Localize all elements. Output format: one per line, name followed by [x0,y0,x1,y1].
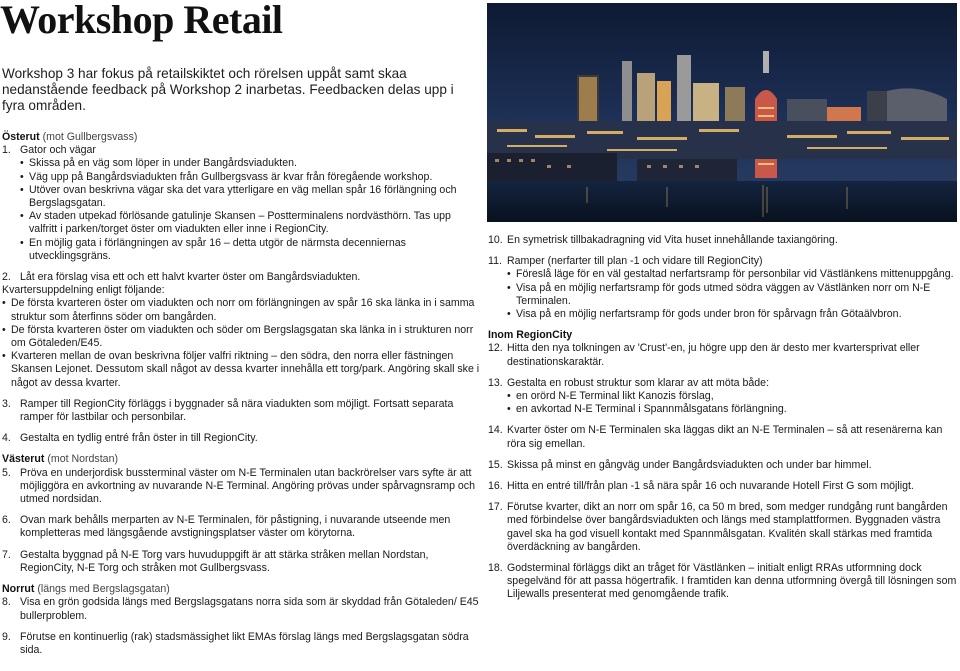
bullet: • Av staden utpekad förlösande gatulinje Skansen – Postterminalens nordvästhörn. Tas upp valfritt i parken/torget öster om viadukten eller inne i RegionCity. [20,210,482,236]
bullet: • Visa på en möjlig nerfartsramp för gods under bron för spårvagn från Götaälvbron. [507,308,958,321]
section-vasterut: Västerut (mot Nordstan) [2,453,118,466]
bullet: • De första kvarteren öster om viadukten och norr om förlängningen av spår 16 ska länka in i samma struktur som återfinns söder om bangården. [2,297,482,323]
bullet: • Skissa på en väg som löper in under Bangårdsviadukten. [20,157,482,170]
bullet: • Visa på en möjlig nerfartsramp för gods utmed södra väggen av Västlänken norr om N-E Terminalen. [507,282,958,308]
bullet: • en orörd N-E Terminal likt Kanozis förslag, [507,390,958,403]
list-item-15: 15. Skissa på minst en gångväg under Bangårdsviadukten och under bar himmel. [488,458,872,471]
list-item-17: 17. Förutse kvarter, dikt an norr om spår 16, ca 50 m bred, som medger rundgång runt bangården med förbindelse över bangårdsviadukten och längs med stamplattformen. Byggnaden västra gavel ska ha god visuell kontakt med Spannmålsgatan. Kvalitén skall stärkas med framtida överdäckning av bangården. [488,501,948,553]
list-item-4: 4. Gestalta en tydlig entré från öster in till RegionCity. [2,432,258,445]
list-item-11: 11. Ramper (nerfarter till plan -1 och vidare till RegionCity) • Föreslå läge för en väl gestaltad nerfartsramp för personbilar vid Västlänkens mittenuppgång. • Visa på en möjlig nerfartsramp för gods utmed södra väggen av Västlänken norr om N-E Terminalen. • Visa på en möjlig nerfartsramp för gods under bron för spårvagn från Götaälvbron. [488,255,958,321]
list-item-14: 14. Kvarter öster om N-E Terminalen ska läggas dikt an N-E Terminalen – så att resenärerna kan röra sig emellan. [488,424,943,450]
list-item-1: 1. Gator och vägar • Skissa på en väg som löper in under Bangårdsviadukten. • Väg upp på Bangårdsviadukten från Gullbergsvass är kvar från föregående workshop. • Utöver ovan beskrivna vägar ska det vara ytterligare en väg mellan spår 16 förlängning och Bergslagsgatan. • Av staden utpekad förlösande gatulinje Skansen – Postterminalens nordvästhörn. Tas upp valfritt i parken/torget öster om viadukten eller inne i RegionCity. • En möjlig gata i förlängningen av spår 16 – detta utgör de närmsta decenniernas utvecklingsgräns. [2,144,482,263]
bullet: • Utöver ovan beskrivna vägar ska det vara ytterligare en väg mellan spår 16 förlängning och Bergslagsgatan. [20,184,482,210]
list-item-16: 16. Hitta en entré till/från plan -1 så nära spår 16 och nuvarande Hotell First G som möjligt. [488,480,914,493]
city-night-illustration [487,3,957,222]
section-norrut: Norrut (längs med Bergslagsgatan) [2,583,170,596]
bullet: • en avkortad N-E Terminal i Spannmålsgatans förlängning. [507,403,958,416]
list-item-3: 3. Ramper till RegionCity förläggs i byggnader så nära viadukten som möjligt. Fortsatt separata ramper för lastbilar och personbilar. [2,397,454,424]
city-night-photo [487,3,957,222]
list-item-10: 10. En symetrisk tillbakadragning vid Vita huset innehållande taxiangöring. [488,234,838,246]
left-column: Österut (mot Gullbergsvass) 1. Gator och vägar • Skissa på en väg som löper in under Bangårdsviadukten. • Väg upp på Bangårdsviadukten från Gullbergsvass är kvar från föregående workshop. • Utöver ovan beskrivna vägar ska det vara ytterligare en väg mellan spår 16 förlängning och Bergslagsgatan. • Av staden utpekad förlösande gatulinje Skansen – Postterminalens nordvästhörn. Tas upp valfritt i parken/torget öster om viadukten eller inne i RegionCity. • En möjlig gata i förlängningen av spår 16 – detta utgör de närmsta decenniernas utvecklingsgräns. 2. Låt era förslag visa ett och ett halvt kvarter öster om Bangårdsviadukten. Kvartersuppdelning enligt följande: • De första kvarteren öster om viadukten och norr om förlängningen av spår 16 ska länka in i samma struktur som återfinns söder om bangården. • De första kvarteren öster om viadukten och söder om Bergslagsgatan ska länka in i strukturen norr om Götaleden/E45. • Kvarteren mellan de ovan beskrivna följer valfri riktning – den södra, den norra eller fästningen Skansen Lejonet. Dessutom skall något av dessa kvarter innehålla ett torg/park. Angöring skall ske i något av dessa kvarter. 3. Ramper till RegionCity förläggs i byggnader så nära viadukten som möjligt. Fortsatt separata ramper för lastbilar och personbilar. 4. Gestalta en tydlig entré från öster in till RegionCity. Västerut (mot Nordstan) 5. Pröva en underjordisk bussterminal väster om N-E Terminalen utan backrörelser vars syfte är att möjliggöra en avkortning av nuvarande N-E Terminal. Angöring prövas under spårvagnsramp och utmed nordsidan. 6. Ovan mark behålls merparten av N-E Terminalen, för påstigning, i nuvarande utseende men kompletteras med längsgående avstigningsplatser väster om körytorna. 7. Gestalta byggnad på N-E Torg vars huvuduppgift är att stärka stråken mellan Nordstan, RegionCity, N-E Torg och stråken mot Gullbergsvass. Norrut (längs med Bergslagsgatan) 8. Visa en grön godsida längs med Bergslagsgatans norra sida som är skyddad från Götaleden/ E45 bullerproblem. 9. Förutse en kontinuerlig (rak) stadsmässighet likt EMAs förslag längs med Bergslagsgatan södra sida. [2,131,482,657]
intro-text: Workshop 3 har fokus på retailskiktet och rörelsen uppåt samt skaa nedanstående feedback på Workshop 2 inarbetas. Feedbacken delas upp i fyra områden. [2,66,454,113]
right-column [488,234,958,602]
list-item-9: 9. Förutse en kontinuerlig (rak) stadsmässighet likt EMAs förslag längs med Bergslagsgatan södra sida. [2,630,469,656]
bullet: • Väg upp på Bangårdsviadukten från Gullbergsvass är kvar från föregående workshop. [20,171,482,184]
list-item-5: 5. Pröva en underjordisk bussterminal väster om N-E Terminalen utan backrörelser vars syfte är att möjliggöra en avkortning av nuvarande N-E Terminal. Angöring prövas under spårvagnsramp och utmed nordsidan. [2,466,475,506]
list-item-12: 12. Hitta den nya tolkningen av 'Crust'-en, ju högre upp den är desto mer kvartersprivat eller destinationskaraktär. [488,342,920,368]
bullet: • Föreslå läge för en väl gestaltad nerfartsramp för personbilar vid Västlänkens mittenuppgång. [507,268,958,281]
page-title: Workshop Retail [0,0,283,42]
list-item-8: 8. Visa en grön godsida längs med Bergslagsgatans norra sida som är skyddad från Götaleden/ E45 bullerproblem. [2,596,479,622]
section-inom-regioncity: Inom RegionCity [488,329,573,342]
bullet: • En möjlig gata i förlängningen av spår 16 – detta utgör de närmsta decenniernas utvecklingsgräns. [20,237,482,263]
item-2-bullets [2,297,482,389]
list-item-2: 2. Låt era förslag visa ett och ett halvt kvarter öster om Bangårdsviadukten. [2,271,361,284]
list-item-6: 6. Ovan mark behålls merparten av N-E Terminalen, för påstigning, i nuvarande utseende men kompletteras med längsgående avstigningsplatser väster om körytorna. [2,514,451,540]
section-osterut: Österut (mot Gullbergsvass) [2,131,138,143]
list-item-7: 7. Gestalta byggnad på N-E Torg vars huvuduppgift är att stärka stråken mellan Nordstan, RegionCity, N-E Torg och stråken mot Gullbergsvass. [2,548,429,574]
bullet: • De första kvarteren öster om viadukten och söder om Bergslagsgatan ska länka in i strukturen norr om Götaleden/E45. [2,324,482,350]
list-item-13: 13. Gestalta en robust struktur som klarar av att möta både: • en orörd N-E Terminal likt Kanozis förslag, • en avkortad N-E Terminal i Spannmålsgatans förlängning. [488,377,958,417]
bullet: • Kvarteren mellan de ovan beskrivna följer valfri riktning – den södra, den norra eller fästningen Skansen Lejonet. Dessutom skall något av dessa kvarter innehålla ett torg/park. Angöring skall ske i något av dessa kvarter. [2,350,482,390]
list-item-18: 18. Godsterminal förläggs dikt an tråget för Västlänken – initialt enligt RRAs utformning dock spegelvänd för att passa högertrafik. I framtiden kan denna utformning övergå till lösningen som Liljewalls presenterat med genomgående trafik. [488,562,957,601]
